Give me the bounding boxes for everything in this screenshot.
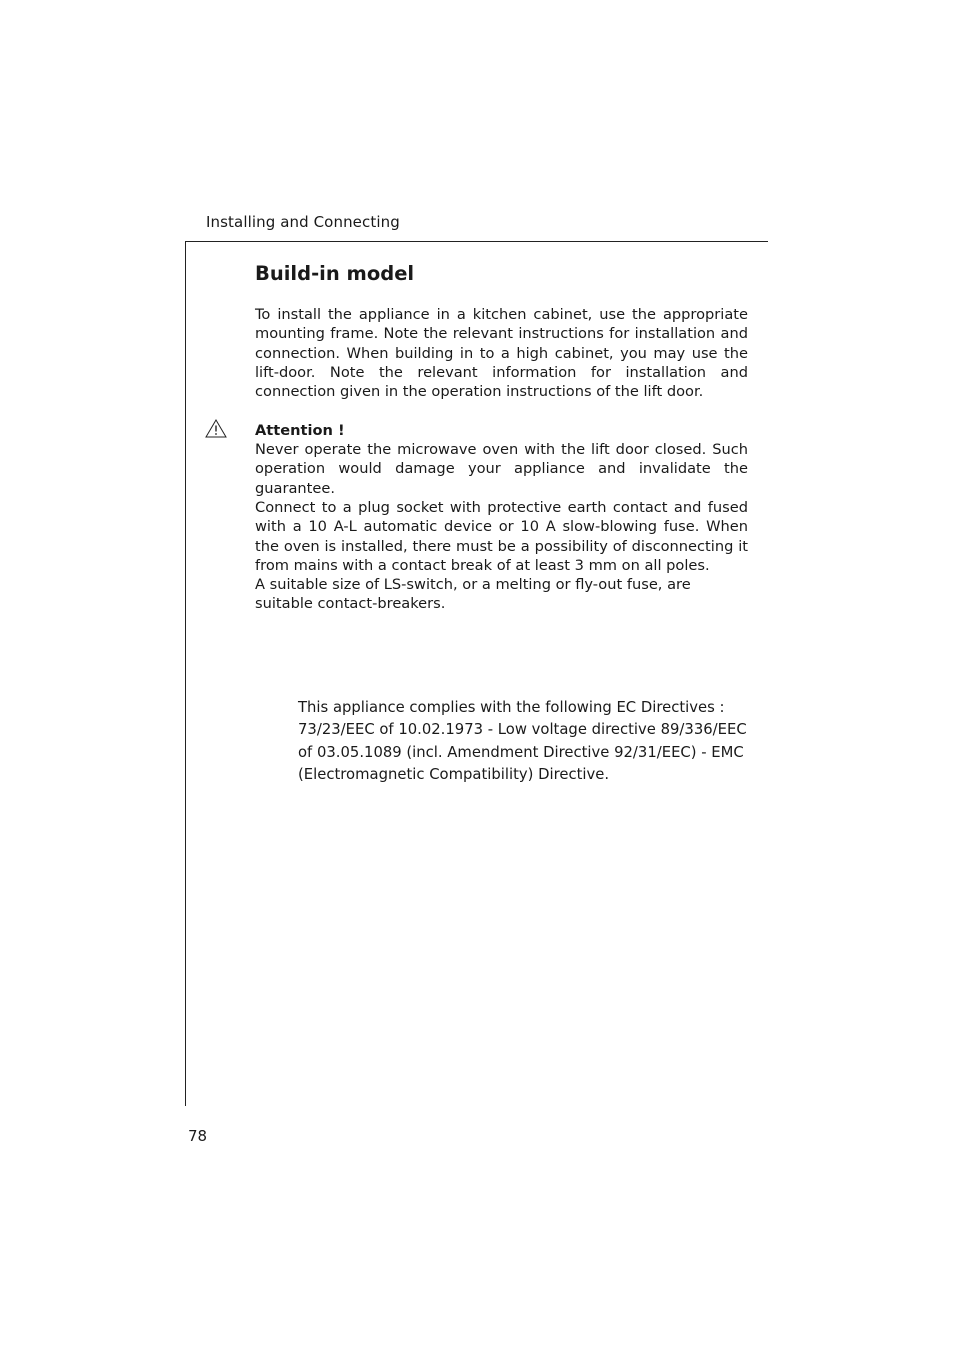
ec-directives-line: This appliance complies with the following EC Directives :: [298, 699, 725, 716]
intro-paragraph: To install the appliance in a kitchen cabinet, use the appropriate mounting frame. Note the relevant instructions for installation and connection. When building in to a high cabinet, you may use the lift-door. Note the relevant information for installation and connection given in the operation instructions of the lift door.: [255, 306, 748, 401]
ec-directives-line: 73/23/EEC of 10.02.1973 - Low voltage directive 89/336/EEC: [298, 721, 747, 739]
left-margin-rule: [185, 241, 186, 1106]
ec-directives-line: (Electromagnetic Compatibility) Directive.: [298, 766, 610, 784]
header-rule: [185, 241, 768, 242]
warning-text: Never operate the microwave oven with the lift door closed. Such operation would damage your appliance and invalidate the guarantee.: [255, 441, 748, 497]
warning-triangle-icon: [205, 419, 227, 438]
running-header: Installing and Connecting: [206, 213, 400, 231]
ec-directives-line: of 03.05.1089 (incl. Amendment Directive 92/31/EEC) - EMC: [298, 743, 744, 761]
breaker-paragraph: A suitable size of LS-switch, or a melting or fly-out fuse, are suitable contact-breakers.: [255, 576, 691, 613]
connection-paragraph: Connect to a plug socket with protective earth contact and fused with a 10 A-L automatic device or 10 A slow-blowing fuse. When the oven is installed, there must be a possibility of disconnecting it from mains with a contact break of at least 3 mm on all poles.: [255, 499, 748, 574]
attention-label: Attention !: [255, 422, 345, 439]
ec-directives-block: [298, 697, 747, 787]
page-number: 78: [188, 1127, 208, 1145]
section-title: Build-in model: [255, 262, 415, 285]
